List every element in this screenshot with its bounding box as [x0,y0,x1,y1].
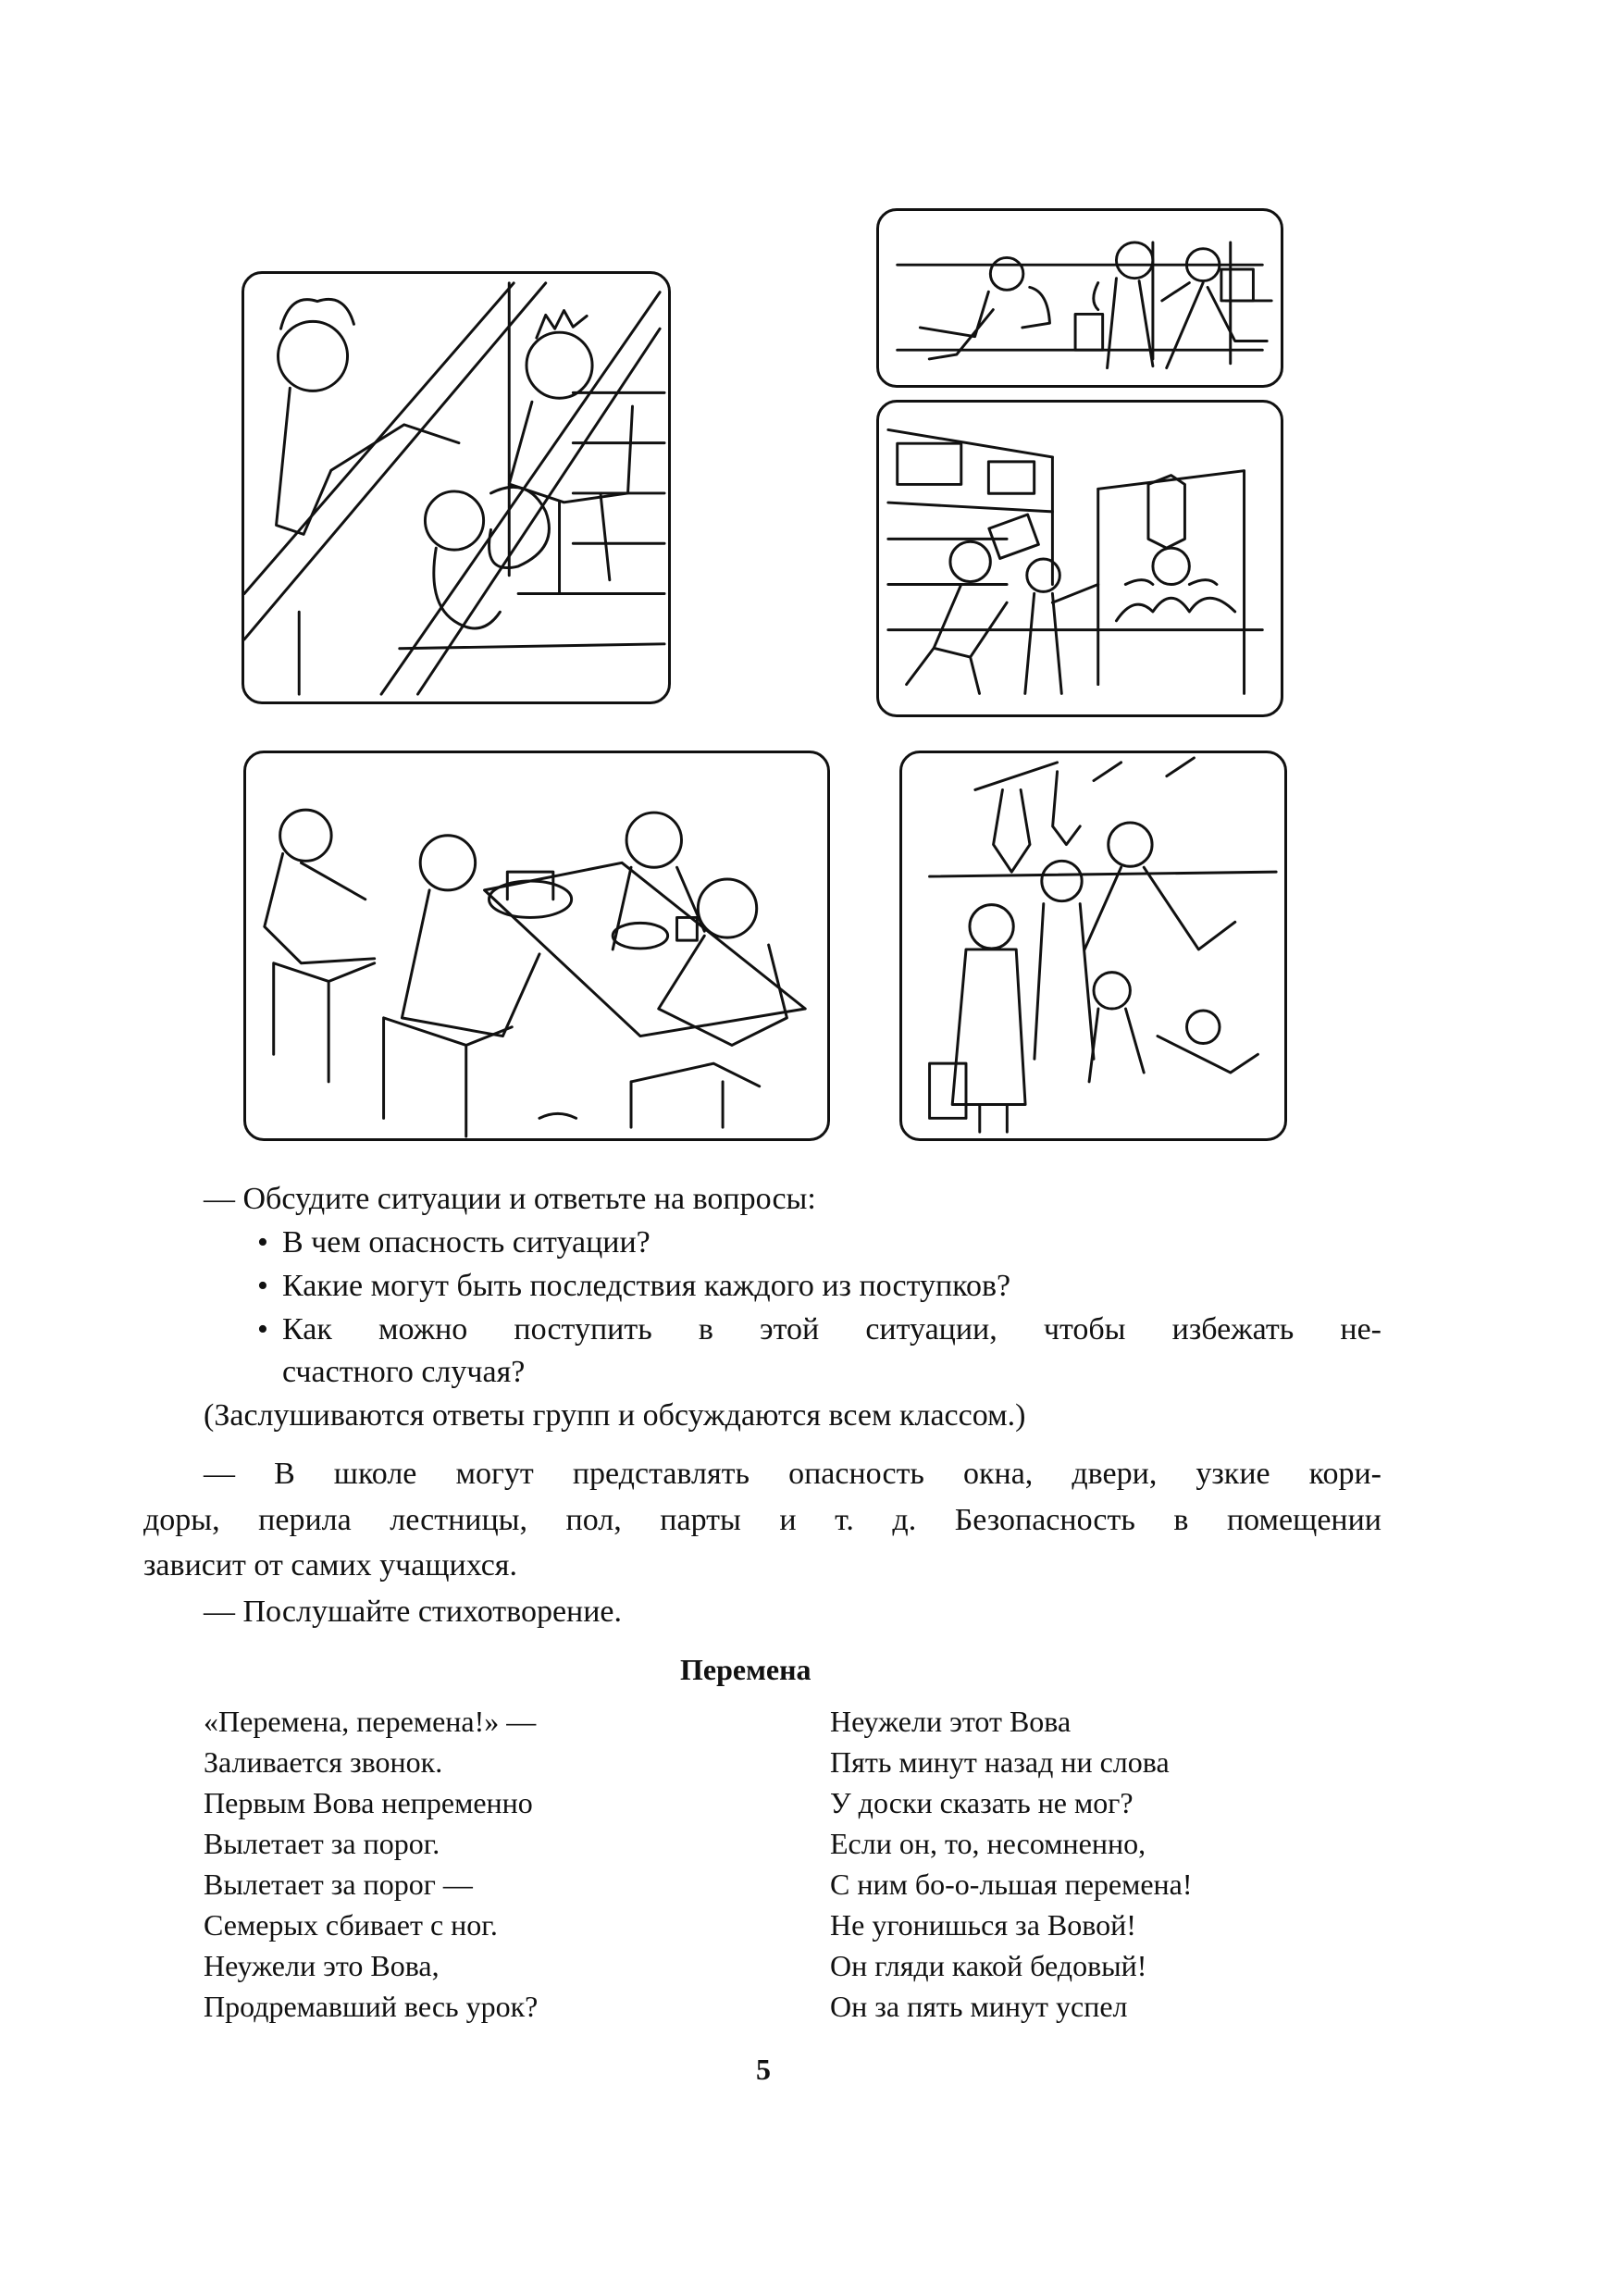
illustration-canteen [243,751,830,1141]
illustration-corridor [876,208,1283,388]
playground-bar-illustration-icon [879,403,1281,714]
poem-line: Он гляди какой бедовый! [830,1949,1147,1982]
corridor-running-illustration-icon [879,211,1281,385]
cloakroom-crowd-illustration-icon [902,753,1284,1138]
poem-line: У доски сказать не мог? [830,1786,1134,1819]
question-1: В чем опасность ситуации? [282,1225,650,1260]
bullet-3: • [257,1312,268,1347]
discussion-note: (Заслушиваются ответы групп и обсуждаются всем классом.) [204,1398,1026,1433]
paragraph-line-2: доры, перила лестницы, пол, парты и т. д. Безопасность в помещении [143,1503,1381,1537]
illustration-playground [876,400,1283,717]
paragraph-line-1: — В школе могут представлять опасность окна, двери, узкие кори- [204,1457,1381,1491]
poem-line: Неужели этот Вова [830,1705,1072,1738]
discussion-intro: — Обсудите ситуации и ответьте на вопросы: [204,1182,816,1216]
canteen-table-illustration-icon [246,753,827,1138]
poem-line: Семерых сбивает с ног. [204,1908,498,1942]
page-number: 5 [756,2053,771,2086]
poem-line: Если он, то, несомненно, [830,1827,1146,1860]
question-3-continued: счастного случая? [282,1355,526,1389]
poem-left-column [204,1701,538,2027]
poem-line: Вылетает за порог. [204,1827,440,1860]
illustration-stairs [242,271,671,704]
bullet-2: • [257,1269,268,1303]
bullet-1: • [257,1225,268,1260]
poem-line: Первым Вова непременно [204,1786,533,1819]
listen-instruction: — Послушайте стихотворение. [204,1595,623,1629]
poem-line: Продремавший весь урок? [204,1990,539,2023]
poem-title: Перемена [680,1653,812,1686]
poem-line: Не угонишься за Вовой! [830,1908,1136,1942]
poem-line: Вылетает за порог — [204,1868,473,1901]
poem-line: Он за пять минут успел [830,1990,1128,2023]
poem-line: Неужели это Вова, [204,1949,440,1982]
illustration-cloakroom [899,751,1287,1141]
stairs-fight-illustration-icon [244,274,668,701]
poem-line: Заливается звонок. [204,1745,443,1779]
question-3: Как можно поступить в этой ситуации, чтобы избежать не- [282,1312,1381,1347]
poem-line: «Перемена, перемена!» — [204,1705,537,1738]
question-2: Какие могут быть последствия каждого из поступков? [282,1269,1011,1303]
poem-right-column [830,1701,1193,2027]
poem-line: Пять минут назад ни слова [830,1745,1170,1779]
paragraph-line-3: зависит от самих учащихся. [143,1548,517,1582]
poem-line: С ним бо-о-льшая перемена! [830,1868,1193,1901]
